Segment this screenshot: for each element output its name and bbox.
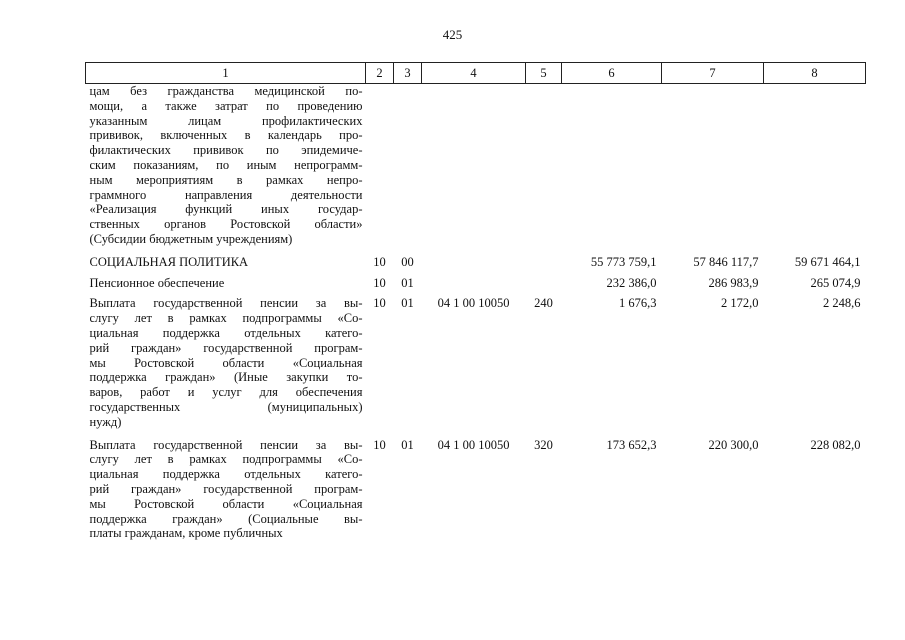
row-name-line: слугу лет в рамках подпрограммы «Со-	[89, 311, 363, 326]
row-name	[86, 430, 366, 542]
row-name-line: циальная поддержка отдельных катего-	[89, 467, 363, 482]
row-name-line: прививок, включенных в календарь про-	[89, 128, 363, 143]
table-row	[86, 290, 866, 429]
amount-col-8: 59 671 464,1	[794, 254, 861, 269]
row-name-line: указанным лицам профилактических	[89, 113, 363, 128]
subsection-code: 01	[401, 275, 414, 290]
amount-col-8: 2 248,6	[823, 296, 861, 311]
row-name-line: рий граждан» государственной програм-	[89, 340, 363, 355]
row-name-line: циальная поддержка отдельных катего-	[89, 325, 363, 340]
amount-col-6: 173 652,3	[606, 437, 657, 452]
amount-col-8	[764, 84, 866, 247]
row-name-line: филактических прививок по эпидемиче-	[89, 143, 363, 158]
budget-table	[85, 62, 866, 541]
row-name-line: государственных (муниципальных)	[89, 399, 363, 414]
row-name-line: Выплата государственной пенсии за вы-	[89, 437, 363, 452]
row-name-line: Выплата государственной пенсии за вы-	[89, 296, 363, 311]
row-name	[86, 84, 366, 247]
row-name-line: слугу лет в рамках подпрограммы «Со-	[89, 452, 363, 467]
amount-col-8: 265 074,9	[810, 275, 861, 290]
row-name-line: ским показаниям, по иным непрограмм-	[89, 157, 363, 172]
subsection-code	[394, 84, 422, 247]
page-number: 425	[442, 27, 463, 42]
amount-col-7	[662, 84, 764, 247]
section-code: 10	[373, 254, 386, 269]
target-article-code	[422, 270, 526, 291]
row-name-line: граммного направления деятельности	[89, 187, 363, 202]
table-row	[86, 270, 866, 291]
row-name-line: (Субсидии бюджетным учреждениям)	[89, 231, 293, 246]
column-header-1: 1	[86, 63, 366, 84]
row-name-line: ственных органов Ростовской области»	[89, 217, 363, 232]
row-name-line: платы гражданам, кроме публичных	[89, 526, 283, 541]
expense-type-code	[526, 247, 562, 270]
row-name-line: нужд)	[89, 414, 122, 429]
expense-type-code: 320	[534, 437, 553, 452]
row-name-line: СОЦИАЛЬНАЯ ПОЛИТИКА	[89, 254, 249, 269]
target-article-code	[422, 84, 526, 247]
amount-col-6	[562, 84, 662, 247]
table-row	[86, 247, 866, 270]
section-code: 10	[373, 296, 386, 311]
amount-col-7: 57 846 117,7	[693, 254, 759, 269]
row-name-line: рий граждан» государственной програм-	[89, 481, 363, 496]
subsection-code: 01	[401, 296, 414, 311]
amount-col-6: 1 676,3	[619, 296, 657, 311]
row-name-line: цам без гражданства медицинской по-	[89, 84, 363, 98]
column-header-7: 7	[662, 63, 764, 84]
column-header-3: 3	[394, 63, 422, 84]
row-name-line: Пенсионное обеспечение	[89, 275, 225, 290]
amount-col-7: 2 172,0	[721, 296, 759, 311]
row-name-line: варов, работ и услуг для обеспечения	[89, 385, 363, 400]
header-row	[86, 63, 866, 84]
row-name	[86, 290, 366, 429]
target-article-code: 04 1 00 10050	[437, 437, 510, 452]
row-name-line: поддержка граждан» (Иные закупки то-	[89, 370, 363, 385]
table-row	[86, 430, 866, 542]
target-article-code	[422, 247, 526, 270]
amount-col-6: 232 386,0	[606, 275, 657, 290]
amount-col-6: 55 773 759,1	[590, 254, 657, 269]
table-row	[86, 84, 866, 247]
column-header-5: 5	[526, 63, 562, 84]
expense-type-code	[526, 270, 562, 291]
column-header-6: 6	[562, 63, 662, 84]
section-code	[366, 84, 394, 247]
section-code: 10	[373, 275, 386, 290]
column-header-2: 2	[366, 63, 394, 84]
column-header-8: 8	[764, 63, 866, 84]
row-name	[86, 247, 366, 270]
column-header-4: 4	[422, 63, 526, 84]
row-name	[86, 270, 366, 291]
target-article-code: 04 1 00 10050	[437, 296, 510, 311]
expense-type-code	[526, 84, 562, 247]
row-name-line: мы Ростовской области «Социальная	[89, 496, 363, 511]
row-name-line: поддержка граждан» (Социальные вы-	[89, 511, 363, 526]
amount-col-7: 220 300,0	[708, 437, 759, 452]
amount-col-7: 286 983,9	[708, 275, 759, 290]
subsection-code: 00	[401, 254, 414, 269]
table-body	[86, 84, 866, 542]
amount-col-8: 228 082,0	[810, 437, 861, 452]
row-name-line: «Реализация функций иных государ-	[89, 202, 363, 217]
subsection-code: 01	[401, 437, 414, 452]
section-code: 10	[373, 437, 386, 452]
row-name-line: ным мероприятиям в рамках непро-	[89, 172, 363, 187]
row-name-line: мы Ростовской области «Социальная	[89, 355, 363, 370]
row-name-line: мощи, а также затрат по проведению	[89, 98, 363, 113]
expense-type-code: 240	[534, 296, 553, 311]
